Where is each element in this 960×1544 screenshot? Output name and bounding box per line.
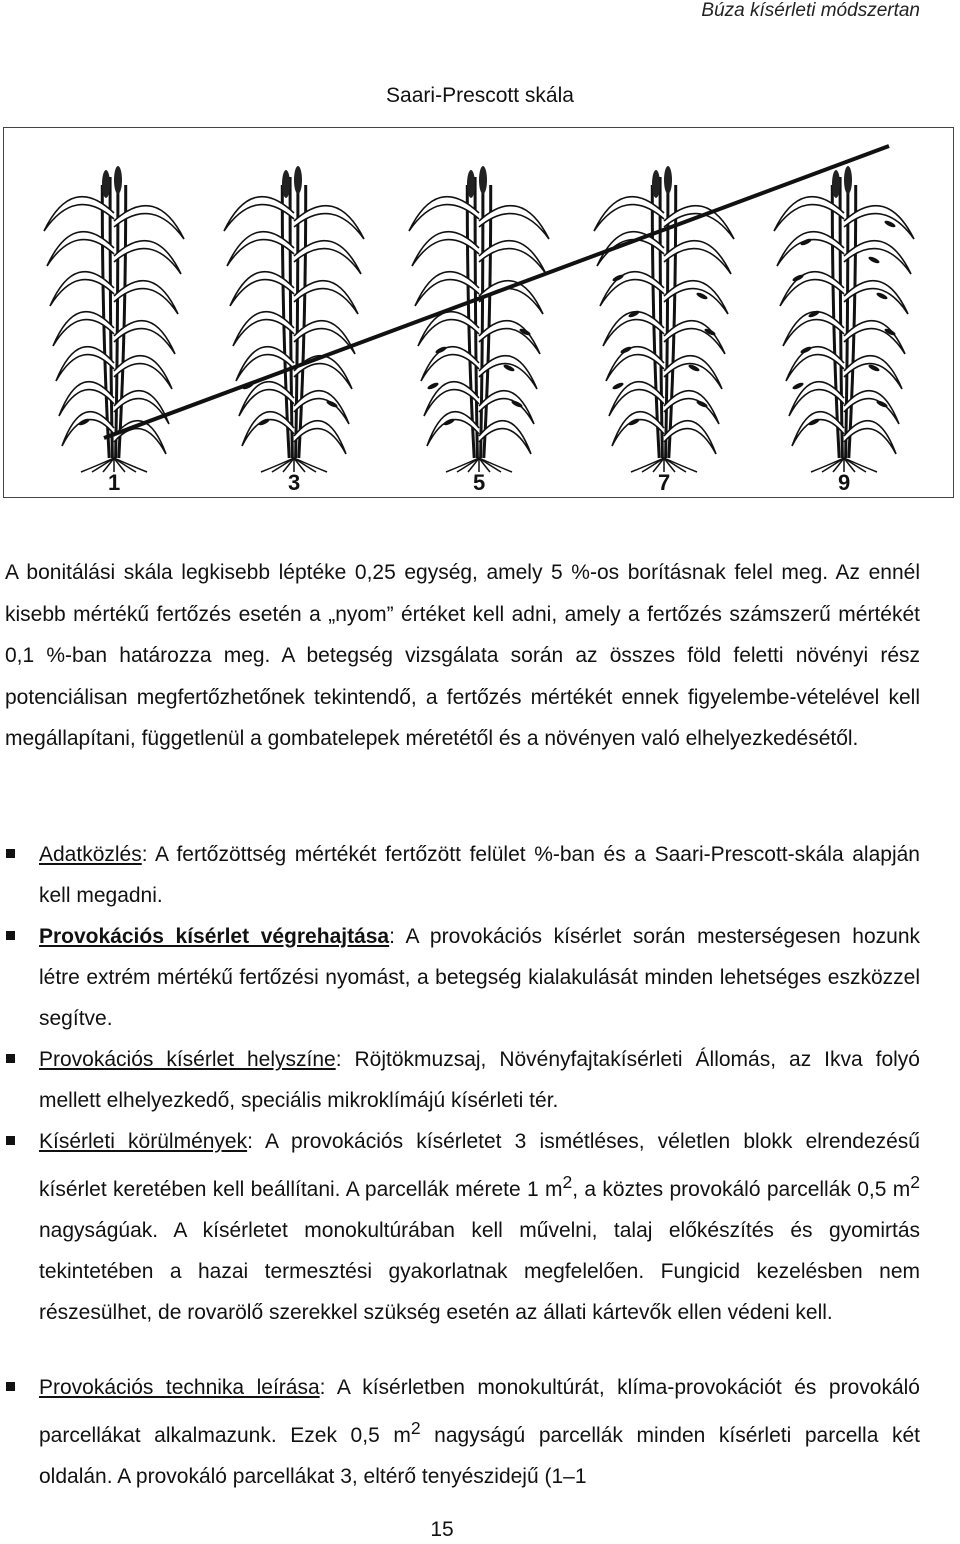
- bullet-term: Provokációs technika leírása: [39, 1376, 320, 1399]
- scale-label: 1: [108, 470, 121, 495]
- bullet-square-icon: [6, 849, 15, 858]
- bullet-text: A kísérletben monokultúrát, klíma-provokációt és provokáló parcellákat alkalmazunk. Ezek 0,5 m: [39, 1376, 920, 1447]
- wheat-plant: [774, 166, 914, 495]
- bullet-text: nagyságúak. A kísérletet monokultúrában kell művelni, talaj előkészítés és gyomirtás tekintetében a hazai termesztési gyakorlatnak megfelelően. Fungicid kezelésben nem részesülhet, de rovarölő szerekkel szükség esetén az állati kártevők ellen védeni kell.: [39, 1219, 920, 1324]
- bullet-square-icon: [6, 1054, 15, 1063]
- bullet-term: Adatközlés: [39, 843, 142, 866]
- wheat-plant: [409, 166, 549, 495]
- wheat-plant: [594, 166, 734, 495]
- scale-label: 5: [473, 470, 486, 495]
- scale-label: 9: [838, 470, 851, 495]
- bullet-text: A provokációs kísérletet 3 ismétléses, véletlen blokk elrendezésű kísérlet keretében kell beállítani. A parcellák mérete 1 m: [39, 1130, 920, 1201]
- bullet-square-icon: [6, 1136, 15, 1145]
- bullet-term: Provokációs kísérlet helyszíne: [39, 1048, 336, 1071]
- running-header: Búza kísérleti módszertan: [701, 0, 920, 21]
- bullet-text: Röjtökmuzsaj, Növényfajtakísérleti Állomás, az Ikva folyó mellett elhelyezkedő, speciális mikroklímájú kísérleti tér.: [39, 1048, 920, 1112]
- bullet-provokacios-vegrehajtasa: [0, 916, 920, 1039]
- wheat-plant: [224, 166, 364, 495]
- bullet-term: Provokációs kísérlet végrehajtása: [39, 925, 390, 948]
- bullet-technika: [0, 1367, 920, 1497]
- wheat-plants-illustration: [4, 128, 954, 498]
- saari-prescott-figure: [3, 127, 954, 498]
- bullet-text: , a köztes provokáló parcellák 0,5 m: [572, 1178, 911, 1201]
- bullet-separator: :: [247, 1130, 265, 1153]
- bullet-helyszin: [0, 1039, 920, 1121]
- bullet-text: A fertőzöttség mértékét fertőzött felület %-ban és a Saari-Prescott-skála alapján kell megadni.: [39, 843, 920, 907]
- bullet-separator: :: [319, 1376, 337, 1399]
- bullet-korulmenyek: [0, 1121, 920, 1367]
- figure-title: Saari-Prescott skála: [386, 84, 574, 107]
- superscript: 2: [410, 1418, 421, 1438]
- page-number: 15: [430, 1518, 454, 1541]
- bullet-adatkozles: [0, 834, 920, 916]
- scale-label: 3: [288, 470, 301, 495]
- bullet-square-icon: [6, 931, 15, 940]
- bullet-separator: :: [141, 843, 156, 866]
- bullet-list: [0, 834, 960, 1497]
- bullet-term: Kísérleti körülmények: [39, 1130, 248, 1153]
- bullet-text: nagyságú parcellák minden kísérleti parcella két oldalán. A provokáló parcellákat 3, eltérő tenyészidejű (1–1: [39, 1424, 921, 1488]
- bullet-separator: :: [389, 925, 406, 948]
- bullet-square-icon: [6, 1382, 15, 1391]
- superscript: 2: [562, 1172, 573, 1192]
- bullet-text: A provokációs kísérlet során mesterségesen hozunk létre extrém mértékű fertőzési nyomást, a betegség kialakulását minden lehetséges eszközzel segítve.: [39, 925, 920, 1030]
- scale-label: 7: [658, 470, 671, 495]
- superscript: 2: [910, 1172, 921, 1192]
- wheat-plant: [44, 166, 184, 495]
- bullet-separator: :: [335, 1048, 355, 1071]
- body-paragraph: A bonitálási skála legkisebb léptéke 0,25 egység, amely 5 %-os borításnak felel meg. Az ennél kisebb mértékű fertőzés esetén a „nyom” értéket kell adni, amely a fertőzés számszerű mértékét 0,1 %-ban határozza meg. A betegség vizsgálata során az összes föld feletti növényi rész potenciálisan megfertőzhetőnek tekintendő, a fertőzés mértékét ennek figyelembe-vételével kell megállapítani, függetlenül a gombatelepek méretétől és a növényen való elhelyezkedésétől.: [5, 561, 920, 750]
